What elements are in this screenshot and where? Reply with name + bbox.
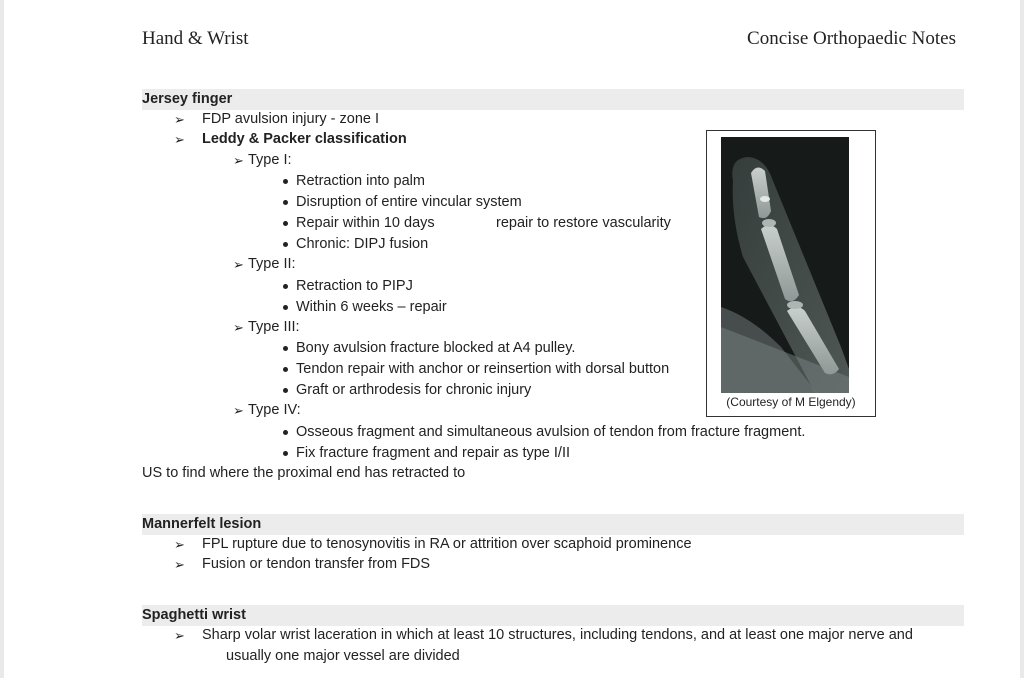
- type-iv-item: Fix fracture fragment and repair as type I/II: [296, 445, 571, 461]
- type-i-item: Repair within 10 days: [296, 215, 435, 231]
- type-i-item: Retraction into palm: [296, 173, 425, 189]
- bullet-leddy-packer-classification: Leddy & Packer classification: [202, 131, 407, 147]
- round-bullet-icon: [283, 221, 288, 226]
- type-iii-item: Graft or arthrodesis for chronic injury: [296, 382, 532, 398]
- arrow-bullet-icon: ➢: [233, 257, 244, 272]
- finger-xray-image: [721, 137, 849, 393]
- arrow-bullet-icon: ➢: [233, 320, 244, 335]
- section-heading-mannerfelt-lesion: Mannerfelt lesion: [142, 516, 262, 532]
- round-bullet-icon: [283, 200, 288, 205]
- type-ii-item: Retraction to PIPJ: [296, 278, 413, 294]
- mannerfelt-bullet: Fusion or tendon transfer from FDS: [202, 556, 431, 572]
- arrow-bullet-icon: ➢: [233, 153, 244, 168]
- round-bullet-icon: [283, 305, 288, 310]
- round-bullet-icon: [283, 346, 288, 351]
- arrow-bullet-icon: ➢: [174, 132, 185, 147]
- type-iv-label: Type IV:: [248, 402, 301, 418]
- section-heading-spaghetti-wrist: Spaghetti wrist: [142, 607, 246, 623]
- round-bullet-icon: [283, 367, 288, 372]
- arrow-bullet-icon: ➢: [174, 112, 185, 127]
- round-bullet-icon: [283, 242, 288, 247]
- arrow-bullet-icon: ➢: [233, 403, 244, 418]
- spaghetti-bullet-line-2: usually one major vessel are divided: [226, 648, 460, 664]
- mannerfelt-bullet: FPL rupture due to tenosynovitis in RA or attrition over scaphoid prominence: [202, 536, 692, 552]
- ultrasound-note: US to find where the proximal end has retracted to: [142, 465, 466, 481]
- type-iii-label: Type III:: [248, 319, 300, 335]
- arrow-bullet-icon: ➢: [174, 537, 185, 552]
- type-ii-label: Type II:: [248, 256, 296, 272]
- finger-xray-illustration: [721, 137, 849, 393]
- round-bullet-icon: [283, 388, 288, 393]
- section-band-mannerfelt: [142, 514, 964, 535]
- xray-figure: [706, 130, 876, 417]
- type-iv-item: Osseous fragment and simultaneous avulsion of tendon from fracture fragment.: [296, 424, 806, 440]
- document-page: [4, 0, 1020, 678]
- type-i-item: Disruption of entire vincular system: [296, 194, 522, 210]
- section-heading-jersey-finger: Jersey finger: [142, 91, 233, 107]
- type-i-label: Type I:: [248, 152, 292, 168]
- arrow-bullet-icon: ➢: [174, 557, 185, 572]
- running-header-right: Concise Orthopaedic Notes: [747, 28, 956, 49]
- type-iii-item: Bony avulsion fracture blocked at A4 pulley.: [296, 340, 576, 356]
- type-i-repair-note: repair to restore vascularity: [496, 215, 671, 231]
- section-band-jersey: [142, 89, 964, 110]
- spaghetti-bullet-line-1: Sharp volar wrist laceration in which at least 10 structures, including tendons, and at least one major nerve and: [202, 627, 913, 643]
- round-bullet-icon: [283, 451, 288, 456]
- type-iii-item: Tendon repair with anchor or reinsertion with dorsal button: [296, 361, 670, 377]
- figure-caption: (Courtesy of M Elgendy): [726, 395, 856, 409]
- section-band-spaghetti: [142, 605, 964, 626]
- round-bullet-icon: [283, 179, 288, 184]
- type-i-item: Chronic: DIPJ fusion: [296, 236, 429, 252]
- arrow-bullet-icon: ➢: [174, 628, 185, 643]
- bullet-fdp-avulsion: FDP avulsion injury - zone I: [202, 111, 380, 127]
- running-header-left: Hand & Wrist: [142, 28, 249, 49]
- type-ii-item: Within 6 weeks – repair: [296, 299, 447, 315]
- round-bullet-icon: [283, 430, 288, 435]
- round-bullet-icon: [283, 284, 288, 289]
